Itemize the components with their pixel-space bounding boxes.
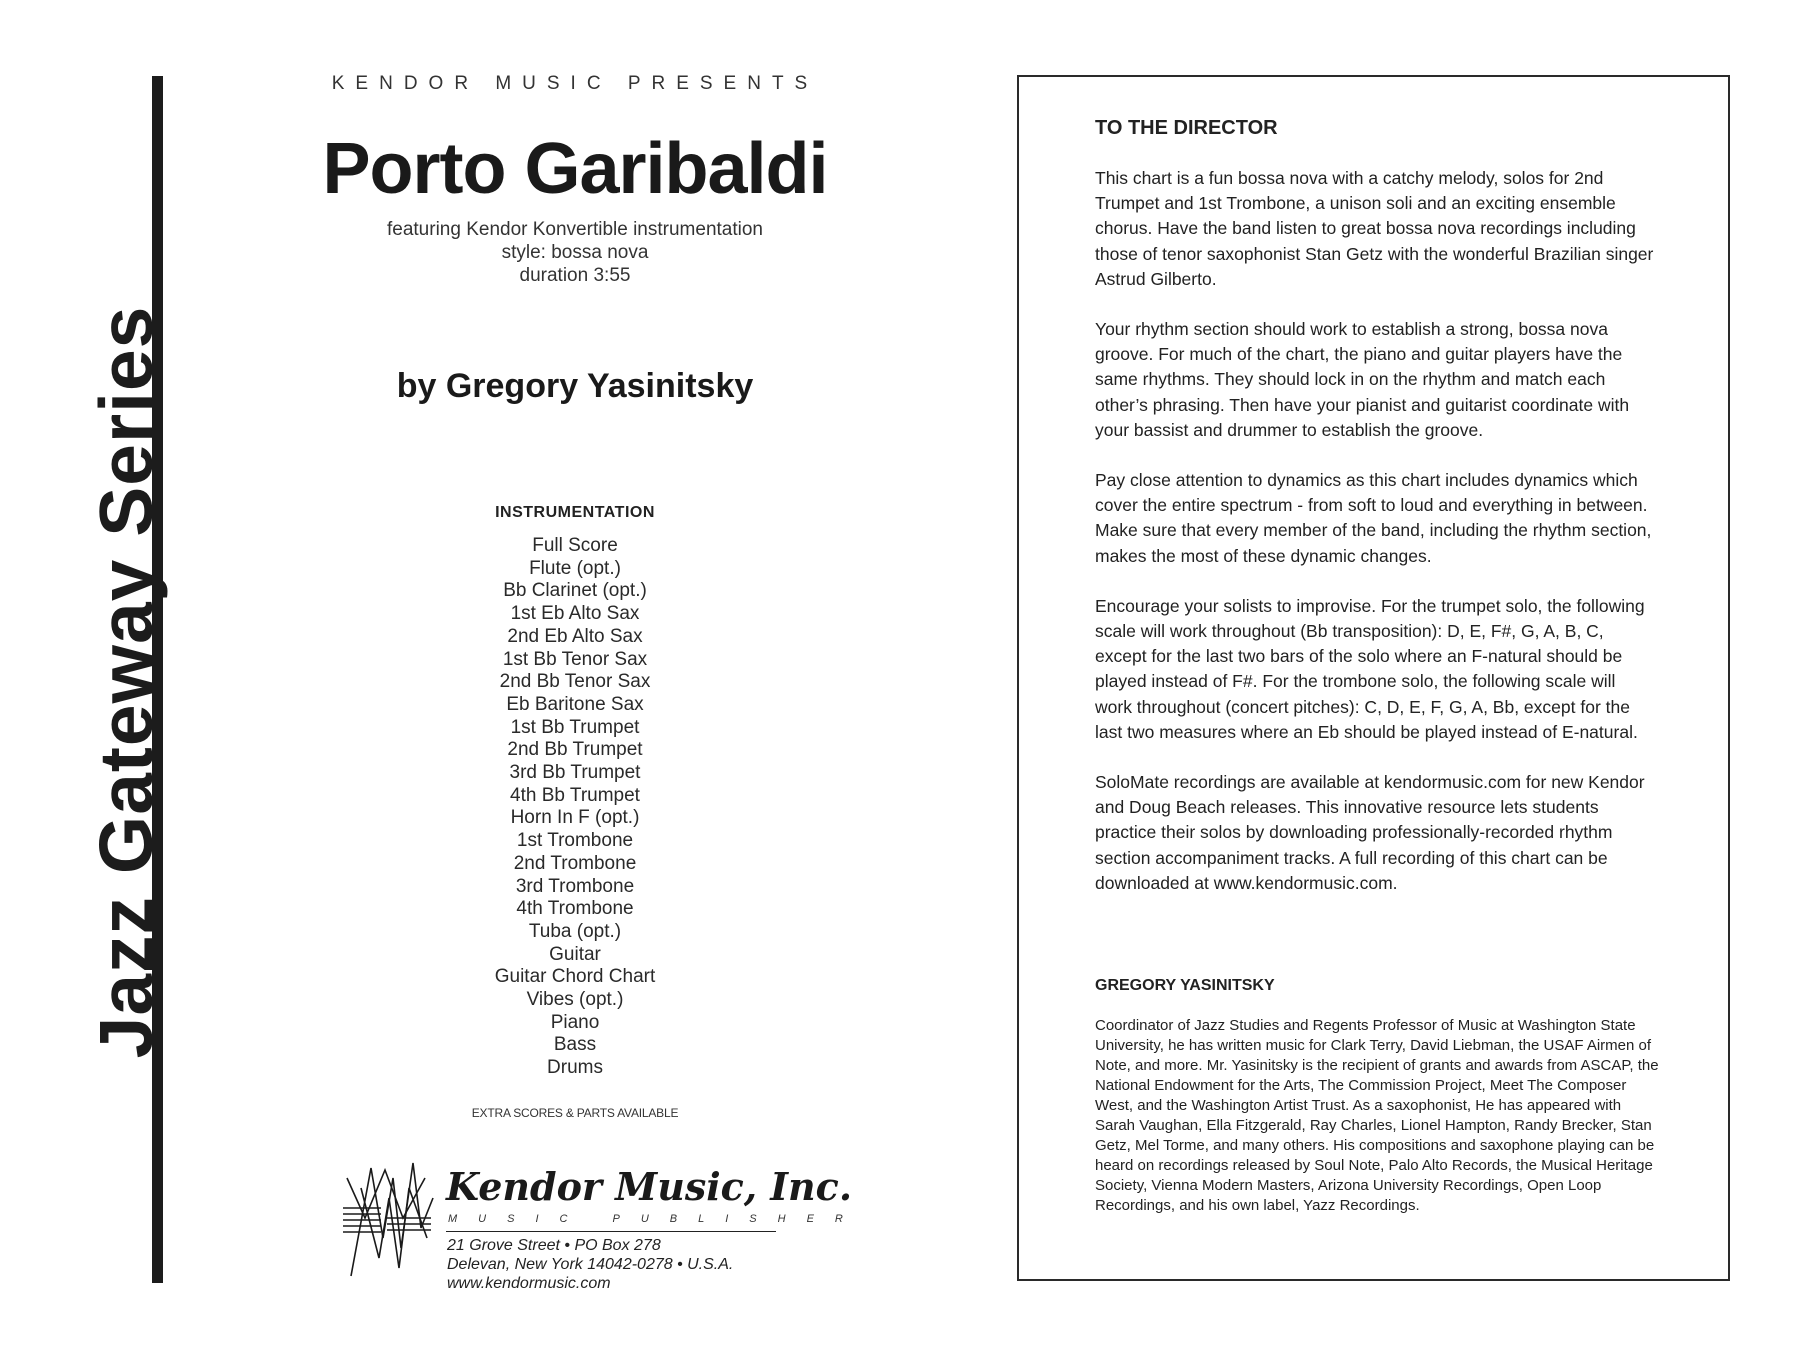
bio-text: Coordinator of Jazz Studies and Regents Professor of Music at Washington State University, he has written music for Clark Terry, David Liebman, the USAF Airmen of Note, and more. Mr. Yasinitsky is the recipient of grants and awards from ASCAP, the National Endowment for the Arts, The Commission Project, Meet The Composer West, and the Washington Artist Trust. As a saxophonist, He has appeared with Sarah Vaughan, Ella Fitzgerald, Ray Charles, Lionel Hampton, Randy Brecker, Stan Getz, Mel Torme, and many others. His compositions and saxophone playing can be heard on recordings released by Soul Note, Palo Alto Records, the Musical Heritage Society, Vienna Modern Masters, Arizona University Recordings, Open Loop Recordings, and his own label, Yazz Recordings. [1095,1017,1659,1214]
instrument-item: Bass [553,1034,597,1056]
instrument-item: 2nd Bb Tenor Sax [499,671,651,693]
featuring-line: featuring Kendor Konvertible instrumentation [386,219,763,240]
publisher-name: Kendor Music, Inc. [446,1164,853,1209]
publisher-website: www.kendormusic.com [447,1275,611,1292]
instrument-item: Guitar Chord Chart [494,966,656,988]
instrument-item: 3rd Trombone [515,875,635,897]
instrument-item: Drums [547,1057,603,1079]
director-notes [1095,166,1655,921]
instrument-item: Full Score [532,535,618,556]
instrument-item: Vibes (opt.) [526,989,624,1011]
publisher-rule [446,1231,776,1232]
instrument-item: 1st Bb Tenor Sax [502,648,648,670]
address-line-2: Delevan, New York 14042-0278 • U.S.A. [447,1256,734,1273]
page-title: Porto Garibaldi [322,129,828,209]
instrument-item: Horn In F (opt.) [510,807,640,829]
director-heading: TO THE DIRECTOR [1095,117,1278,139]
publisher-address [447,1236,733,1293]
piece-meta [290,218,860,287]
instrument-item: 2nd Eb Alto Sax [507,625,643,647]
instrument-item: 2nd Bb Trumpet [507,739,643,761]
instrumentation-heading: INSTRUMENTATION [495,504,655,521]
address-line-1: 21 Grove Street • PO Box 278 [447,1237,661,1254]
composer-credit: by Gregory Yasinitsky [396,367,754,405]
director-paragraph: Pay close attention to dynamics as this chart includes dynamics which cover the entire spectrum - from soft to loud and everything in between. Make sure that every member of the band, including the rhythm section, makes the most of these dynamic changes. [1095,470,1652,566]
instrument-item: 2nd Trombone [513,852,637,874]
presents-line: KENDOR MUSIC PRESENTS [331,73,819,94]
instrument-item: 4th Trombone [516,898,634,920]
instrument-item: 1st Trombone [516,830,634,852]
instrument-item: 1st Eb Alto Sax [510,603,640,625]
kendor-logo-icon [341,1158,436,1283]
instrument-item: 1st Bb Trumpet [510,716,640,738]
style-line: style: bossa nova [501,242,649,263]
extra-parts-note: EXTRA SCORES & PARTS AVAILABLE [471,1106,679,1120]
instrument-item: Flute (opt.) [529,557,621,579]
instrument-item: Tuba (opt.) [528,920,622,942]
instrument-item: Eb Baritone Sax [506,693,644,715]
director-paragraph: Your rhythm section should work to establish a strong, bossa nova groove. For much of the chart, the piano and guitar players have the same rhythms. They should lock in on the rhythm and match each other’s phrasing. Then have your pianist and guitarist coordinate with your bassist and drummer to establish the groove. [1095,319,1630,440]
instrumentation-list [290,535,860,1080]
director-paragraph: This chart is a fun bossa nova with a catchy melody, solos for 2nd Trumpet and 1st Trombone, a unison soli and an exciting ensemble chorus. Have the band listen to great bossa nova recordings including those of tenor saxophonist Stan Getz with the wonderful Brazilian singer Astrud Gilberto. [1095,168,1654,289]
director-paragraph: Encourage your solists to improvise. For the trumpet solo, the following scale will work throughout (Bb transposition): D, E, F#, G, A, B, C, except for the last two bars of the solo where an F-natural should be played instead of F#. For the trombone solo, the following scale will work throughout (concert pitches): C, D, E, F, G, A, Bb, except for the last two measures where an Eb should be played instead of E-natural. [1095,595,1645,742]
instrument-item: 4th Bb Trumpet [510,784,640,806]
instrument-item: 3rd Bb Trumpet [509,762,641,784]
bio-heading: GREGORY YASINITSKY [1095,977,1275,994]
instrument-item: Bb Clarinet (opt.) [503,580,647,602]
instrument-item: Piano [550,1011,600,1033]
series-title: Jazz Gateway Series [84,305,168,1059]
instrument-item: Guitar [549,943,601,965]
publisher-tagline: MUSIC PUBLISHER [448,1213,864,1225]
director-paragraph: SoloMate recordings are available at kendormusic.com for new Kendor and Doug Beach releases. This innovative resource lets students practice their solos by downloading professionally-recorded rhythm section accompaniment tracks. A full recording of this chart can be downloaded at www.kendormusic.com. [1095,772,1645,893]
duration-line: duration 3:55 [519,265,631,286]
